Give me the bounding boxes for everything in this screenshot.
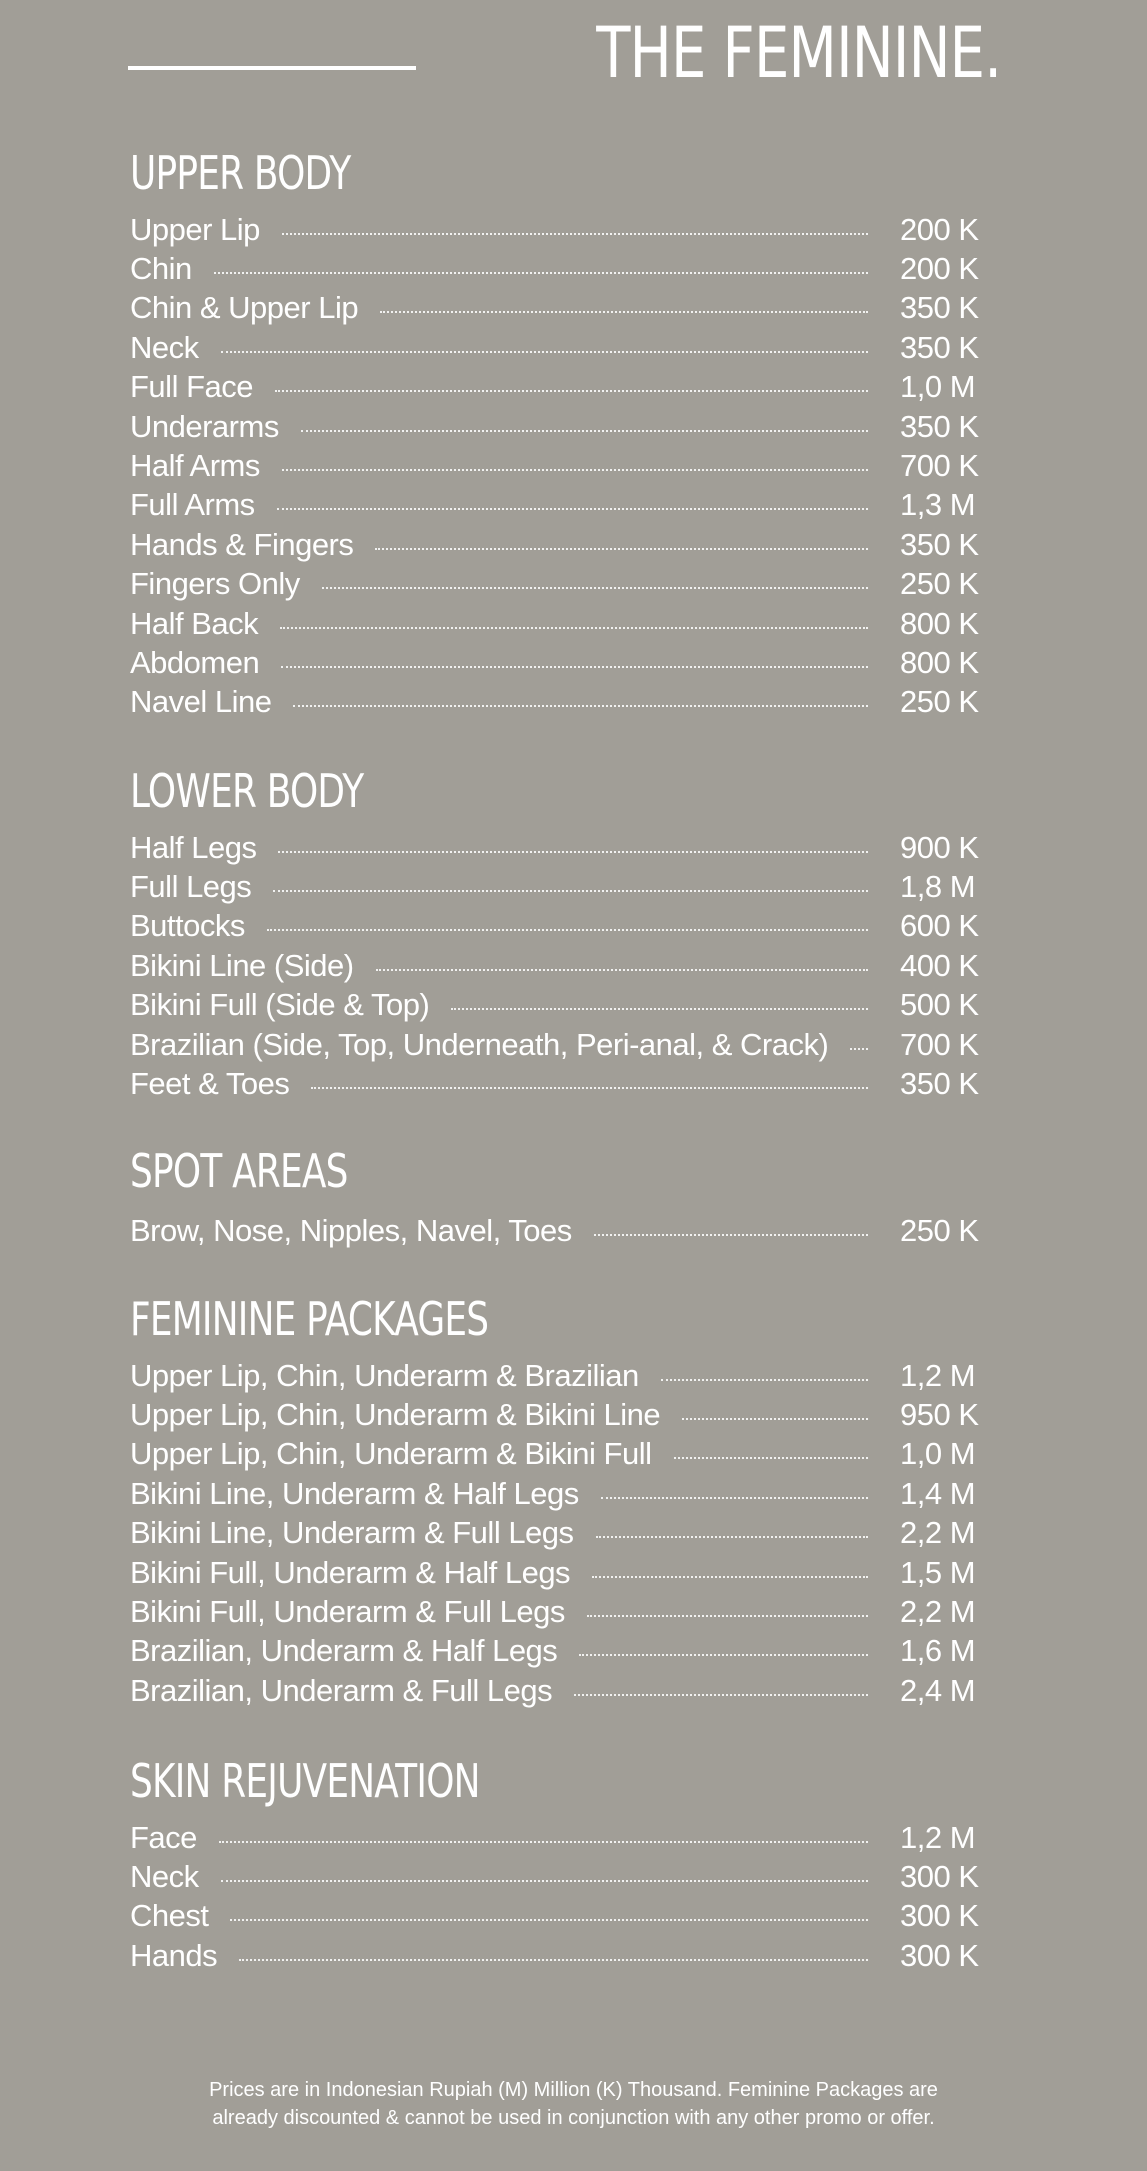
item-name: Upper Lip, Chin, Underarm & Bikini Full (130, 1436, 652, 1472)
dotted-leader (674, 1457, 869, 1459)
dotted-leader (219, 1841, 868, 1843)
price-row (130, 643, 1000, 682)
item-price: 1,5 M (900, 1554, 976, 1590)
dotted-leader (380, 311, 868, 313)
item-price: 800 K (900, 605, 979, 641)
dotted-leader (574, 1694, 868, 1696)
section-heading: UPPER BODY (130, 146, 351, 200)
item-name: Face (130, 1819, 197, 1855)
item-name: Buttocks (130, 908, 245, 944)
item-price: 1,2 M (900, 1819, 976, 1855)
item-name: Underarms (130, 408, 279, 444)
dotted-leader (661, 1379, 868, 1381)
dotted-leader (594, 1234, 868, 1236)
item-price: 1,8 M (900, 869, 976, 905)
section-heading: FEMININE PACKAGES (130, 1292, 489, 1346)
dotted-leader (579, 1654, 868, 1656)
price-row (130, 946, 1000, 985)
price-row (130, 986, 1000, 1025)
dotted-leader (375, 548, 868, 550)
section-feminine-packages (130, 1292, 1000, 1711)
item-price: 500 K (900, 987, 979, 1023)
price-row (130, 604, 1000, 643)
item-price: 350 K (900, 290, 979, 326)
item-name: Chin (130, 251, 192, 287)
price-row (130, 210, 1000, 249)
item-name: Brazilian (Side, Top, Underneath, Peri-anal, & Crack) (130, 1026, 829, 1062)
section-heading: LOWER BODY (130, 764, 364, 818)
section-lower-body (130, 764, 1000, 1104)
footer-line-2: already discounted & cannot be used in conjunction with any other promo or offer. (212, 2107, 935, 2129)
dotted-leader (850, 1048, 868, 1050)
item-name: Upper Lip, Chin, Underarm & Brazilian (130, 1357, 639, 1393)
item-name: Half Arms (130, 448, 260, 484)
item-name: Chin & Upper Lip (130, 290, 359, 326)
dotted-leader (682, 1418, 868, 1420)
dotted-leader (293, 705, 868, 707)
item-name: Full Legs (130, 869, 252, 905)
item-name: Full Face (130, 369, 253, 405)
dotted-leader (221, 351, 868, 353)
item-price: 1,0 M (900, 369, 976, 405)
item-name: Brazilian, Underarm & Half Legs (130, 1633, 558, 1669)
item-price: 700 K (900, 1026, 979, 1062)
item-price: 800 K (900, 644, 979, 680)
price-row (130, 828, 1000, 867)
item-name: Fingers Only (130, 566, 300, 602)
section-skin-rejuvenation (130, 1754, 1000, 1976)
item-price: 350 K (900, 329, 979, 365)
dotted-leader (376, 969, 868, 971)
price-row (130, 1514, 1000, 1553)
price-row (130, 1936, 1000, 1975)
dotted-leader (214, 272, 868, 274)
price-row (130, 1553, 1000, 1592)
dotted-leader (322, 587, 868, 589)
item-name: Half Back (130, 605, 259, 641)
price-row (130, 407, 1000, 446)
price-row (130, 1592, 1000, 1631)
item-name: Neck (130, 329, 199, 365)
header-rule (128, 66, 416, 70)
dotted-leader (592, 1576, 868, 1578)
section-heading: SPOT AREAS (130, 1144, 348, 1198)
item-price: 350 K (900, 408, 979, 444)
item-price: 300 K (900, 1898, 979, 1934)
footer-note (0, 2076, 1147, 2132)
price-row (130, 1064, 1000, 1103)
item-name: Hands (130, 1937, 218, 1973)
dotted-leader (221, 1880, 868, 1882)
dotted-leader (273, 890, 868, 892)
dotted-leader (278, 851, 868, 853)
item-name: Half Legs (130, 829, 257, 865)
section-spot-areas (130, 1144, 1000, 1254)
price-row (130, 1857, 1000, 1896)
item-name: Bikini Full, Underarm & Full Legs (130, 1594, 565, 1630)
item-name: Bikini Line (Side) (130, 947, 354, 983)
item-price: 1,0 M (900, 1436, 976, 1472)
price-row (130, 446, 1000, 485)
item-price: 200 K (900, 211, 979, 247)
dotted-leader (282, 233, 868, 235)
item-price: 400 K (900, 947, 979, 983)
dotted-leader (282, 469, 868, 471)
price-row (130, 907, 1000, 946)
dotted-leader (601, 1497, 868, 1499)
item-name: Bikini Full, Underarm & Half Legs (130, 1554, 571, 1590)
dotted-leader (275, 390, 868, 392)
price-row (130, 1474, 1000, 1513)
price-row (130, 1025, 1000, 1064)
item-price: 1,4 M (900, 1475, 976, 1511)
price-row (130, 683, 1000, 722)
price-row (130, 1632, 1000, 1671)
price-row (130, 328, 1000, 367)
price-row (130, 289, 1000, 328)
item-price: 350 K (900, 1066, 979, 1102)
item-name: Bikini Line, Underarm & Full Legs (130, 1515, 574, 1551)
item-name: Abdomen (130, 644, 260, 680)
item-price: 2,4 M (900, 1672, 976, 1708)
item-name: Navel Line (130, 684, 272, 720)
item-price: 250 K (900, 566, 979, 602)
item-price: 250 K (900, 1213, 979, 1248)
price-row (130, 1897, 1000, 1936)
dotted-leader (281, 666, 868, 668)
item-price: 250 K (900, 684, 979, 720)
item-name: Neck (130, 1859, 199, 1895)
item-name: Bikini Line, Underarm & Half Legs (130, 1475, 579, 1511)
item-price: 950 K (900, 1397, 979, 1433)
page-title: THE FEMININE. (595, 12, 1001, 94)
item-name: Hands & Fingers (130, 526, 354, 562)
price-row (130, 368, 1000, 407)
item-name: Brazilian, Underarm & Full Legs (130, 1672, 553, 1708)
item-price: 1,3 M (900, 487, 976, 523)
price-row (130, 1395, 1000, 1434)
dotted-leader (596, 1536, 868, 1538)
price-row (130, 1671, 1000, 1710)
price-row (130, 1435, 1000, 1474)
footer-line-1: Prices are in Indonesian Rupiah (M) Million (K) Thousand. Feminine Packages are (209, 2079, 938, 2101)
dotted-leader (239, 1959, 868, 1961)
item-price: 350 K (900, 526, 979, 562)
price-row (130, 1818, 1000, 1857)
dotted-leader (587, 1615, 868, 1617)
item-name: Feet & Toes (130, 1066, 290, 1102)
item-price: 1,6 M (900, 1633, 976, 1669)
price-row (130, 249, 1000, 288)
item-name: Upper Lip (130, 211, 260, 247)
item-name: Chest (130, 1898, 209, 1934)
item-price: 2,2 M (900, 1515, 976, 1551)
price-row (130, 867, 1000, 906)
dotted-leader (301, 430, 868, 432)
price-row (130, 1208, 1000, 1254)
item-price: 2,2 M (900, 1594, 976, 1630)
item-price: 1,2 M (900, 1357, 976, 1393)
item-name: Upper Lip, Chin, Underarm & Bikini Line (130, 1397, 661, 1433)
item-name: Full Arms (130, 487, 255, 523)
dotted-leader (311, 1087, 868, 1089)
dotted-leader (267, 929, 868, 931)
item-name: Brow, Nose, Nipples, Navel, Toes (130, 1213, 572, 1248)
item-price: 300 K (900, 1859, 979, 1895)
dotted-leader (451, 1008, 868, 1010)
section-heading: SKIN REJUVENATION (130, 1754, 480, 1808)
price-row (130, 486, 1000, 525)
item-price: 700 K (900, 448, 979, 484)
item-price: 200 K (900, 251, 979, 287)
section-upper-body (130, 146, 1000, 722)
item-price: 600 K (900, 908, 979, 944)
price-row (130, 565, 1000, 604)
item-name: Bikini Full (Side & Top) (130, 987, 430, 1023)
price-row (130, 525, 1000, 564)
dotted-leader (280, 627, 868, 629)
dotted-leader (277, 508, 868, 510)
item-price: 900 K (900, 829, 979, 865)
price-row (130, 1356, 1000, 1395)
dotted-leader (230, 1919, 868, 1921)
item-price: 300 K (900, 1937, 979, 1973)
